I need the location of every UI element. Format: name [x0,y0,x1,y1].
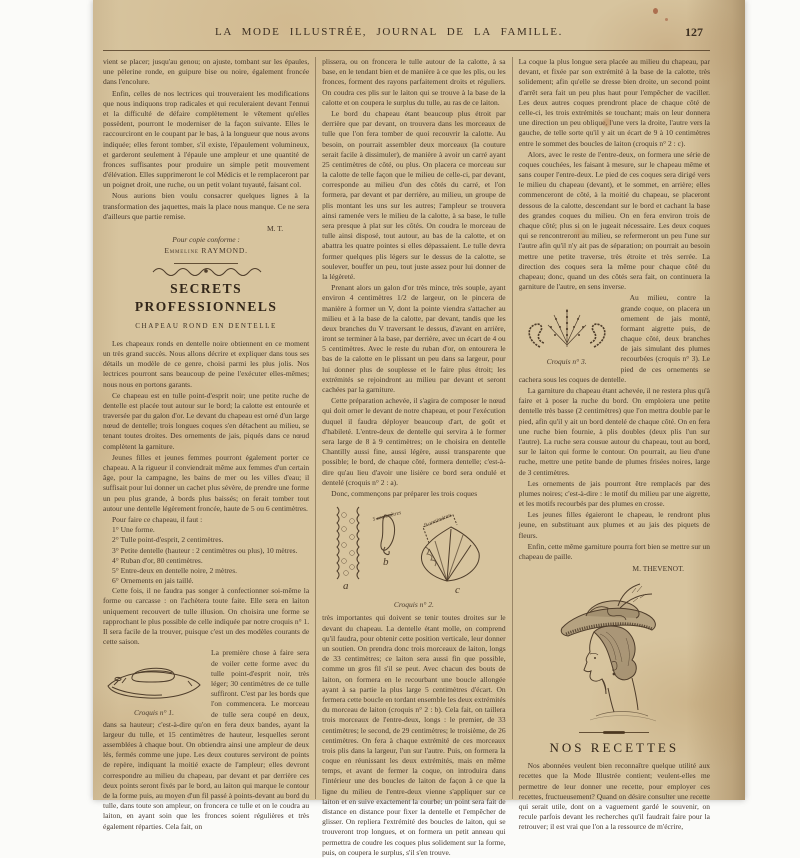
materials-intro: Pour faire ce chapeau, il faut : [112,514,203,524]
label-a: a [342,580,349,593]
dimension-c: 9 centimètres [423,512,453,529]
hat-sketch [104,650,204,702]
paragraph: très importantes qui doivent se tenir toutes droites sur le devant du chapeau. La dentelle étant molle, on comprend qu'il faudra, pour obtenir cette position verticale, leur donner un soutien. On prendra donc trois morceaux de laiton, longs de 33 centimètres; ce laiton sera aussi fin que possible, comme un gros fil s'il se peut. Avec chacun des bouts de laiton, on formera en le recourbant une boucle allongée ayant à sa partie la plus large 5 centimètres d'écart. On fermera cette boucle en tordant ensemble les deux extrémités du morceau de laiton (croquis n° 2 : b). Cela fait, on taillera trois morceaux de l'entre-deux, longs : le premier, de 33 centimètres; le second, de 29 centimètres; le troisième, de 26 centimètres. On fera à chaque extrémité de ces morceaux trois plis dans la largeur, l'un sur l'autre. Puis, on formera la coque en réunissant les deux extrémités, mais en même temps, et avant de fermer la coque, on introduira dans l'intérieur une des boucles de laiton de façon à ce que la ligne du milieu de l'entre-deux vienne s'appliquer sur ce laiton et en suive exactement la courbe; un point sera fait de distance en distance pour fixer la dentelle et l'empêcher de glisser. On repliera l'extrémité des boucles de laiton, qui se trouveront trop longues, et on formera un petit anneau qui permettra de coudre les coques plus solidement sur la forme, puis, on coupera le surplus, s'il s'en trouve. [322,613,506,857]
paragraph: Les jeunes filles égaieront le chapeau, le rendront plus jeune, en substituant aux plumes et au jais des piquets de fleurs. [518,510,710,540]
label-b: b [382,556,389,569]
materials-item: 2° Tulle point-d'esprit, 2 centimètres. [112,535,224,545]
materials-item: 6° Ornements en jais taillé. [112,576,194,586]
masthead [93,0,745,46]
section-subtitle: CHAPEAU ROND EN DENTELLE [135,322,277,331]
paragraph: Alors, avec le reste de l'entre-deux, on formera une série de coques couchées, les faisant à mesure, sur le chapeau même et sans couper l'entre-deux. Le pied de ces coques sera dirigé vers le milieu du chapeau (devant), et le sommet, en arrière; elles commenceront de côté, à la moitié du chapeau, se placeront dessous de la calotte, descendant sur le bord et cachant la base des grandes coques du milieu. On en fera environ trois de chaque côté; plus si on le jugeait nécessaire. Les deux coques qui se rencontreront au milieu, se refermeront un peu l'une sur l'autre afin qu'il n'y ait pas de séparation; on pourrait au besoin mettre une petite traverse, très étroite et très serrée. La direction des coques sera la même pour chaque côté du chapeau; donc, quand un des côtés sera fait, on continuera la garniture de l'autre, en sens inverse. [518,149,710,292]
lace-pieces-sketch [329,503,499,595]
signature-author: M. THEVENOT. [632,564,684,574]
divider-rule [174,263,238,264]
signature-initials: M. T. [266,224,284,233]
copy-note: Pour copie conforme : [172,235,240,245]
magazine-page [93,0,745,857]
croquis-3-caption: Croquis n° 3. [546,356,587,366]
divider-rule [579,732,649,733]
paper-stain [573,228,587,238]
paragraph: Cette préparation achevée, il s'agira de composer le nœud qui doit orner le devant de notre chapeau, et pour l'exécution duquel il faudra déployer beaucoup d'art, de goût et d'habileté. L'entre-deux de dentelle qui servira à le former sera large de 8 à 9 centimètres; on le choisira en dentelle Chantilly aussi fine, aussi légère, aussi transparente que possible; le bord, de chaque côté, formera dentelle; c'est-à-dire qu'au lieu d'avoir une lisière ce bord sera ondulé et dentelé (croquis n° 2 : a). [322,396,506,487]
column-left [103,57,315,831]
croquis-1-figure [103,650,205,717]
croquis-3-figure [519,295,615,366]
paragraph: La coque la plus longue sera placée au milieu du chapeau, par devant, et fixée par son extrémité à la base de la calotte, très solidement; afin qu'elle se dresse bien droite, un second point d'arrêt sera fait un peu plus haut pour l'empêcher de vaciller. Les deux autres coques prendront place de chaque côté de celle-ci, les trois extrémités se touchant; mais on leur donnera une direction un peu oblique, l'une vers la droite, l'autre vers la gauche, de telle sorte qu'il y ait un écart de 9 à 10 centimètres entre le sommet des boucles de laiton (croquis n° 2 : c). [518,57,710,148]
paragraph: La première chose à faire sera de voiler cette forme avec du tulle point-d'esprit noir, très léger; 30 centimètres de ce tulle suffiront. C'est par les bords que l'on commencera. Le morceau de tulle sera coupé en deux, dans sa hauteur; c'est-à-dire qu'on en fera deux bandes, ayant la largeur du tulle, et 15 centimètres de hauteur, lesquelles seront assemblées à chaque bout. On obtiendra ainsi une ampleur de deux lés, fermés comme une jupe. Les deux coutures serviront de points de repère, indiquant la moitié exacte de l'ampleur; elles devront correspondre au milieu du chapeau, par devant et par derrière ces deux points seront fixés par le bord, au laiton qui marque le contour de la forme puis, au moyen d'un fil passé à points-devant au bord du tulle, dans toute son ampleur, on froncera ce tulle et on le coudra au laiton, en ayant soin que les fronces soient régulières et très également réparties. Cela fait, on [103,648,310,831]
signature-name: Emmeline RAYMOND. [164,246,248,256]
paragraph: Enfin, celles de nos lectrices qui trouveraient les modifications que nous indiquons trop radicales et qui reculeraient devant l'ennui et la difficulté de défaire complètement le vêtement qu'elles possèdent, pourront le moderniser de la façon suivante. Elles le raccourciront en le coupant par le bas, à la longueur que nous avons indiquée; elles feront tomber, s'il existe, l'épaulement volumineux, et garderont seulement à l'épaule une ampleur et une quantité de fronces suffisantes pour produire un simple petit mouvement d'élévation. Elles supprimeront le col Médicis et le remplaceront par un poignet droit, une ruche, ou un petit volant tuyauté, faisant col. [103,88,310,190]
paragraph: Enfin, cette même garniture pourra fort bien se mettre sur un chapeau de paille. [518,541,710,561]
paragraph: Donc, commençons par préparer les trois coques [331,488,478,498]
column-middle [316,57,511,857]
croquis-2-figure [328,503,500,610]
woman-hat-portrait-sketch [540,582,688,724]
croquis-2-caption: Croquis n° 2. [393,600,434,610]
materials-item: 5° Entre-deux en dentelle noire, 2 mètres. [112,565,238,575]
masthead-rule [103,50,710,51]
paragraph: plissera, ou on froncera le tulle autour de la calotte, à sa base, en le tendant bien et de manière à ce que les plis, ou les fronces, forment des rayons parfaitement droits et réguliers. On coudra ces plis sur le laiton qui se trouve à la base de la calotte et on coupera le surplus du tulle, au ras de ce laiton. [322,57,506,107]
paragraph: vient se placer; jusqu'au genou; on ajuste, tombant sur les épaules, une pèlerine ronde, en guipure bise ou noire, également froncée dans l'encolure. [103,57,310,87]
label-c: c [454,584,460,597]
paragraph: Nous aurions bien voulu consacrer quelques lignes à la transformation des jaquettes, mais la place nous manque. Ce ne sera d'ailleurs que partie remise. [103,191,310,221]
materials-item: 4° Ruban d'or, 80 centimètres. [112,555,203,565]
paragraph: Le bord du chapeau étant beaucoup plus étroit par derrière que par devant, on trouvera dans les morceaux de tulle que l'on fera tomber de quoi recouvrir la calotte. Au besoin, on pourrait assembler deux morceaux (la couture serait facile à dissimuler), de manière à avoir un carré ayant 25 centimètres de côté, ou plus. On placera ce morceau sur la calotte de telle façon que le milieu de celle-ci, par devant, corresponde au milieu d'un des côtés du carré, et l'on formera, par devant et par derrière, au milieu, un groupe de plis montant les uns sur les autres; l'ampleur se trouvera ainsi ramenée vers le milieu de la calotte, à sa base, le tulle sera presque à plat sur les côtés. On coudra le morceau de tulle ainsi disposé, tout autour, au bas de la calotte, et on abattra les quatre pointes si elles dépassaient. Le tulle devra former quelques plis légers sur le dessus de la calotte, se soulever, bouffer un peu, tout juste assez pour lui donner de la légèreté. [322,108,506,281]
section-title: SECRETS PROFESSIONNELS [134,280,278,314]
paragraph: Ce chapeau est en tulle point-d'esprit noir; une petite ruche de dentelle est placée tout autour sur le bord; la calotte est entourée et traversée par du galon d'or. Le devant du chapeau est orné d'un large nœud de dentelle; trois longues coques s'en détachent au milieu, se tenant toutes droites. Des ornements de jais, piqués dans ce nœud complètent la garniture. [103,390,310,451]
materials-item: 1° Une forme. [112,525,155,535]
materials-item: 3° Petite dentelle (hauteur : 2 centimètres ou plus), 10 mètres. [112,545,298,555]
paragraph: Jeunes filles et jeunes femmes pourront également porter ce chapeau. A la rigueur il conviendrait même aux femmes d'un certain âge, pour la campagne, les bains de mer ou les villes d'eau; il suffisait pour lui donner un cachet plus sévère, de prendre une forme un peu plus grande, à bords plus baissés; on ferait tomber tout autour une dentelle légèrement froncée, haute de 5 ou 6 centimètres. [103,452,310,513]
croquis-1-caption: Croquis n° 1. [133,707,175,717]
page-number: 127 [685,25,703,39]
squiggle-ornament-icon [151,266,261,276]
journal-title: LA MODE ILLUSTRÉE, JOURNAL DE LA FAMILLE. [215,26,563,38]
paragraph: Les chapeaux ronds en dentelle noire obtiennent en ce moment un très grand succès. Nous allons décrire et expliquer dans tous ses détails un modèle de ce genre, choisi parmi les plus jolis. Nos lectrices pourront sans beaucoup de peine l'exécuter elles-mêmes; nous nous en portons garants. [103,338,310,389]
columns [103,57,710,857]
dimension-b: 5 centimètres [371,510,402,524]
paragraph: Les ornements de jais pourront être remplacés par des plumes noires; c'est-à-dire : le motif du milieu par une aigrette, et les motifs recourbés par des plumes en crosse. [518,478,710,509]
paragraph: Prenant alors un galon d'or très mince, très souple, ayant environ 4 centimètres 1/2 de largeur, on le pincera de manière à former un V, dont la pointe viendra s'attacher au milieu et à la base de la calotte, par devant, tandis que les deux branches du V traversant le dessus, d'avant en arrière, iront se terminer à la base, par derrière, avec un écart de 4 ou 5 centimètres. Avec le reste du ruban d'or, on entourera le bas de la calotte en le plissant un peu dans sa largeur, pour lui donner plus de souplesse et le faire plus étroit; les extrémités se rejoindront au milieu par devant et seront cachées par la garniture. [322,283,506,394]
paragraph: Au milieu, contre la grande coque, on placera un ornement de jais monté, formant aigrette puis, de chaque côté, deux branches de jais simulant des plumes recourbées (croquis n° 3). Le pied de ces ornements se cachera sous les coques de dentelle. [518,293,710,384]
paragraph: Nos abonnées veulent bien reconnaître quelque utilité aux recettes que la Mode Illustrée contient; veulent-elles me permettre de leur donner une recette, pour employer ces recettes, fructueusement? Quand on désire consulter une recette qui serait utile, dont on a vaguement gardé le souvenir, on recule parfois devant les recherches qu'il faudrait faire pour la retrouver; il est vrai que l'on a la ressource de m'écrire, [518,761,710,832]
paragraph: Cette fois, il ne faudra pas songer à confectionner soi-même la forme ou carcasse : on l'achètera toute faite. Elle sera en laiton uniquement recouvert de tulle illusion. On choisira une forme se rapprochant le plus possible de celle indiquée par notre croquis n° 1. Il sera facile de la trouver, puisque c'est un des modèles courants de cette saison. [103,586,310,647]
recipes-title: NOS RECETTES [549,739,680,755]
column-right [513,57,710,832]
paragraph: La garniture du chapeau étant achevée, il ne restera plus qu'à faire et à poser la ruche du bord. On emploiera une petite dentelle très basse (2 centimètres) que l'on mettra double par le pied, afin qu'il y ait un bord dentelé de chaque côté. On en fera une ruche bien fournie, à plis doubles (deux plis l'un sur l'autre). La ruche sera cousue autour du chapeau, tout au bord, sur le laiton qui forme le contour. On pourrait, au lieu d'une ruche, mettre une petite bande de plumes frisées noires, large de 3 centimètres. [518,386,710,477]
portrait-figure [519,582,710,727]
jet-aigrette-sketch [520,295,614,351]
paper-stain [603,118,611,127]
